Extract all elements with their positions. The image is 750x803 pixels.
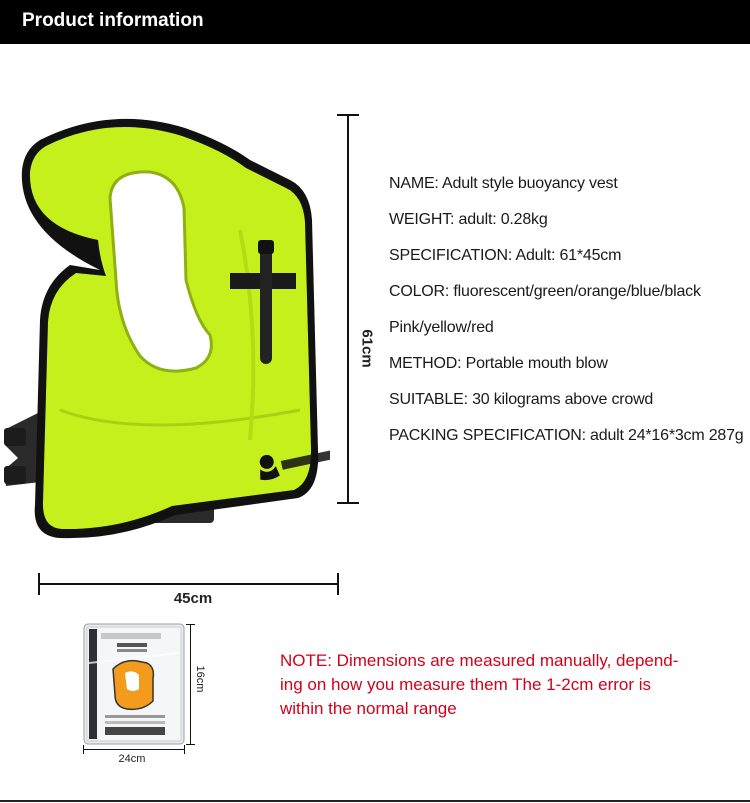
height-dimension-line [347, 115, 349, 503]
header-bar [0, 0, 750, 44]
spec-method: METHOD: Portable mouth blow [389, 355, 608, 372]
package-width-cap-left [83, 745, 84, 754]
height-dimension-label: 61cm [358, 329, 376, 368]
package-width-label: 24cm [118, 753, 146, 765]
package-height-line [190, 624, 191, 745]
package-width-line [83, 749, 185, 750]
package-height-cap-bottom [186, 744, 195, 745]
height-dimension-cap-top [337, 114, 359, 116]
spec-specification: SPECIFICATION: Adult: 61*45cm [389, 247, 622, 264]
note-line: within the normal range [280, 699, 457, 718]
width-dimension-cap-right [337, 573, 339, 595]
width-dimension-label: 45cm [173, 590, 213, 607]
height-dimension-cap-bottom [337, 502, 359, 504]
spec-color: COLOR: fluorescent/green/orange/blue/black [389, 283, 701, 300]
spec-name: NAME: Adult style buoyancy vest [389, 175, 618, 192]
measurement-note [280, 649, 710, 721]
note-line: NOTE: Dimensions are measured manually, depend- [280, 651, 679, 670]
width-dimension-line [38, 583, 338, 585]
spec-weight: WEIGHT: adult: 0.28kg [389, 211, 548, 228]
package-width-cap-right [184, 745, 185, 754]
vest-image [0, 110, 330, 550]
spec-suitable: SUITABLE: 30 kilograms above crowd [389, 391, 654, 408]
spec-list [389, 175, 744, 463]
spec-color-continued: Pink/yellow/red [389, 319, 494, 336]
note-line: ing on how you measure them The 1-2cm error is [280, 675, 652, 694]
header-title: Product information [22, 10, 204, 31]
spec-packing: PACKING SPECIFICATION: adult 24*16*3cm 287g [389, 427, 744, 444]
bottom-divider [0, 800, 750, 802]
width-dimension-cap-left [38, 573, 40, 595]
package-image [83, 623, 185, 745]
package-height-cap-top [186, 624, 195, 625]
package-height-label: 16cm [194, 665, 206, 693]
